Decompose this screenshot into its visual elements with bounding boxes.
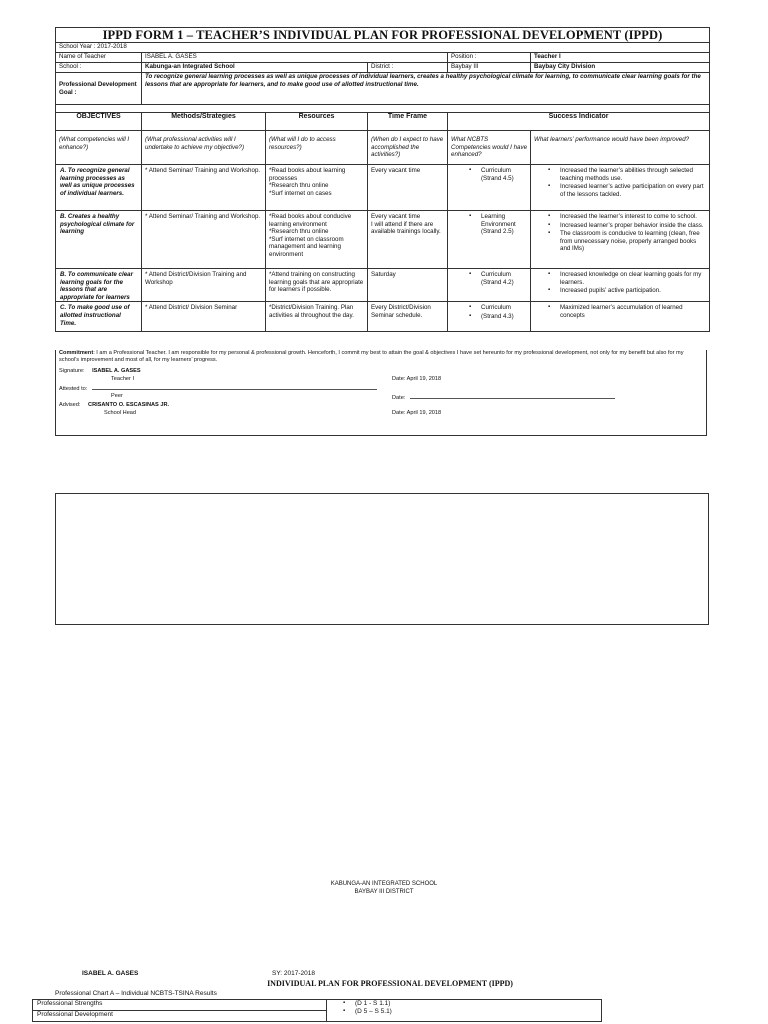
objective-cell: C. To make good use of allotted instructional Time. bbox=[56, 302, 142, 332]
plan-row bbox=[56, 211, 710, 269]
plan-row bbox=[56, 302, 710, 332]
resources-cell: *Read books about learning processes *Research thru online *Surf internet on cases bbox=[266, 165, 368, 211]
sub-methods: (What professional activities will I undertake to achieve my objective?) bbox=[142, 131, 266, 165]
ncbts-item: ▪ Learning Environment (Strand 2.5) bbox=[481, 213, 527, 236]
school-name-footer: KABUNGA-AN INTEGRATED SCHOOL bbox=[330, 881, 438, 887]
timeframe-cell: Every vacant time I will attend if there are available trainings locally. bbox=[368, 211, 448, 269]
position-label: Position : bbox=[448, 53, 531, 63]
commitment-body: : I am a Professional Teacher. I am responsible for my personal & professional growth. Henceforth, I commit my best to attain the goal & objectives I have set hereunto for my professional development, not only for my benefit but also for my school’s improvement and most of all, for my learners’ progress. bbox=[59, 350, 684, 364]
signature-label: Signature: bbox=[59, 368, 85, 374]
method-cell: * Attend Seminar/ Training and Workshop. bbox=[142, 165, 266, 211]
objective-cell: B. To communicate clear learning goals for the lessons that are appropriate for learners bbox=[56, 269, 142, 302]
header-timeframe: Time Frame bbox=[368, 113, 448, 131]
resources-cell: *Read books about conducive learning environment *Research thru online *Surf internet on classroom management and learning environment bbox=[266, 211, 368, 269]
signature-name: ISABEL A. GASES bbox=[92, 368, 141, 374]
sub-ncbts: What NCBTS Competencies would I have enhanced? bbox=[448, 131, 531, 165]
sub-timeframe: (When do I expect to have accomplished the activities?) bbox=[368, 131, 448, 165]
strengths-label: Professional Strengths bbox=[33, 1000, 327, 1011]
ncbts-cell bbox=[448, 211, 531, 269]
performance-list bbox=[534, 271, 706, 295]
chart-caption: Professional Chart A – Individual NCBTS-TSINA Results bbox=[55, 990, 217, 997]
performance-list bbox=[534, 167, 706, 198]
blank-box bbox=[55, 493, 709, 625]
spacer-row bbox=[56, 105, 710, 113]
advised-name: CRISANTO O. ESCASINAS JR. bbox=[88, 402, 170, 408]
ncbts-list bbox=[451, 271, 527, 286]
timeframe-cell: Every vacant time bbox=[368, 165, 448, 211]
performance-item: ▪ Increased the learner’s interest to come to school. bbox=[560, 213, 706, 221]
attested-line bbox=[59, 384, 377, 393]
signature-line bbox=[59, 368, 141, 375]
method-cell: * Attend District/Division Training and Workshop bbox=[142, 269, 266, 302]
timeframe-cell: Saturday bbox=[368, 269, 448, 302]
performance-item: ▪ Increased knowledge on clear learning goals for my learners. bbox=[560, 271, 706, 286]
performance-list bbox=[534, 213, 706, 253]
goal-text: To recognize general learning processes as well as unique processes of individual learners, creates a healthy psychological climate for learning, to communicate clear learning goals for the lessons that are appropriate for learners, and to make good use of allotted instructional time. bbox=[142, 73, 710, 105]
performance-item: ▪ Increased pupils’ active participation. bbox=[560, 287, 706, 295]
performance-cell bbox=[531, 269, 710, 302]
ncbts-cell bbox=[448, 302, 531, 332]
method-cell: * Attend District/ Division Seminar bbox=[142, 302, 266, 332]
ncbts-item: ▪ Curriculum (Strand 4.2) bbox=[481, 271, 527, 286]
ncbts-cell bbox=[448, 269, 531, 302]
district-value: Baybay III bbox=[448, 63, 531, 73]
commitment-section bbox=[55, 350, 707, 436]
resources-cell: *District/Division Training. Plan activities al throughout the day. bbox=[266, 302, 368, 332]
performance-cell bbox=[531, 302, 710, 332]
attested-date-label: Date: bbox=[392, 395, 406, 401]
school-value: Kabunga-an Integrated School bbox=[142, 63, 368, 73]
strength-item: ▪ (D 5 – S 5.1) bbox=[355, 1008, 597, 1015]
position-value: Teacher I bbox=[531, 53, 710, 63]
attested-label: Attested to: bbox=[59, 386, 88, 392]
strength-item: ▪ (D 1 - S 1.1) bbox=[355, 1000, 597, 1007]
plan-row bbox=[56, 269, 710, 302]
ncbts-item: ▪ (Strand 4.3) bbox=[481, 313, 527, 321]
ippd-form-table bbox=[55, 42, 710, 332]
sub-resources: (What will I do to access resources?) bbox=[266, 131, 368, 165]
school-year: School Year : 2017-2018 bbox=[56, 43, 710, 53]
ncbts-item: ▪ Curriculum (Strand 4.5) bbox=[481, 167, 527, 182]
objective-cell: A. To recognize general learning processes as well as unique processes of individual learners. bbox=[56, 165, 142, 211]
page2-sy: SY: 2017-2018 bbox=[272, 970, 316, 977]
performance-item: ▪ Increased learner’s active participation on every part of the lessons tackled. bbox=[560, 183, 706, 198]
teacher-name-label: Name of Teacher bbox=[56, 53, 142, 63]
advised-line bbox=[59, 402, 169, 409]
sub-objectives: (What competencies will I enhance?) bbox=[56, 131, 142, 165]
district-footer: BAYBAY III DISTRICT bbox=[354, 889, 414, 895]
objective-cell: B. Creates a healthy psychological climate for learning bbox=[56, 211, 142, 269]
performance-item: ▪ Maximized learner’s accumulation of learned concepts bbox=[560, 304, 706, 319]
attested-date bbox=[392, 393, 615, 402]
plan-row bbox=[56, 165, 710, 211]
ncbts-list bbox=[451, 167, 527, 182]
division-value: Baybay City Division bbox=[531, 63, 710, 73]
sub-performance: What learners’ performance would have been improved? bbox=[531, 131, 710, 165]
commitment-label: Commitment bbox=[59, 350, 94, 356]
teacher-name-value: ISABEL A. GASES bbox=[142, 53, 448, 63]
ncbts-list bbox=[451, 304, 527, 320]
ncbts-cell bbox=[448, 165, 531, 211]
performance-cell bbox=[531, 211, 710, 269]
attested-date-line bbox=[410, 393, 615, 399]
attested-signature-line bbox=[92, 384, 377, 390]
page2-teacher: ISABEL A. GASES bbox=[82, 970, 139, 977]
method-cell: * Attend Seminar/ Training and Workshop. bbox=[142, 211, 266, 269]
school-label: School : bbox=[56, 63, 142, 73]
performance-item: ▪ Increased learner’s proper behavior inside the class. bbox=[560, 222, 706, 230]
timeframe-cell: Every District/Division Seminar schedule. bbox=[368, 302, 448, 332]
resources-cell: *Attend training on constructing learning goals that are appropriate for learners if possible. bbox=[266, 269, 368, 302]
performance-list bbox=[534, 304, 706, 319]
advised-date: Date: April 19, 2018 bbox=[392, 410, 442, 416]
professional-chart-table bbox=[32, 999, 602, 1022]
strengths-list bbox=[327, 1000, 602, 1022]
performance-item: ▪ Increased the learner’s abilities through selected teaching methods use. bbox=[560, 167, 706, 182]
goal-label: Professional Development Goal : bbox=[56, 73, 142, 105]
form-title: IPPD FORM 1 – TEACHER’S INDIVIDUAL PLAN FOR PROFESSIONAL DEVELOPMENT (IPPD) bbox=[55, 27, 710, 42]
advised-label: Advised: bbox=[59, 402, 81, 408]
commitment-text bbox=[59, 350, 704, 365]
page2-title: INDIVIDUAL PLAN FOR PROFESSIONAL DEVELOPMENT (IPPD) bbox=[267, 979, 513, 988]
performance-cell bbox=[531, 165, 710, 211]
district-label: District : bbox=[368, 63, 448, 73]
attested-role: Peer bbox=[111, 393, 123, 399]
signature-date: Date: April 19, 2018 bbox=[392, 376, 442, 382]
ncbts-list bbox=[451, 213, 527, 236]
header-success: Success Indicator bbox=[448, 113, 710, 131]
advised-role: School Head bbox=[104, 410, 137, 416]
signature-role: Teacher I bbox=[111, 376, 135, 382]
development-label: Professional Development bbox=[33, 1011, 327, 1022]
header-resources: Resources bbox=[266, 113, 368, 131]
header-objectives: OBJECTIVES bbox=[56, 113, 142, 131]
performance-item: ▪ The classroom is conducive to learning (clean, free from unnecessary noise, properly arranged books and IMs) bbox=[560, 230, 706, 253]
ncbts-item: ▪ Curriculum bbox=[481, 304, 527, 312]
header-methods: Methods/Strategies bbox=[142, 113, 266, 131]
